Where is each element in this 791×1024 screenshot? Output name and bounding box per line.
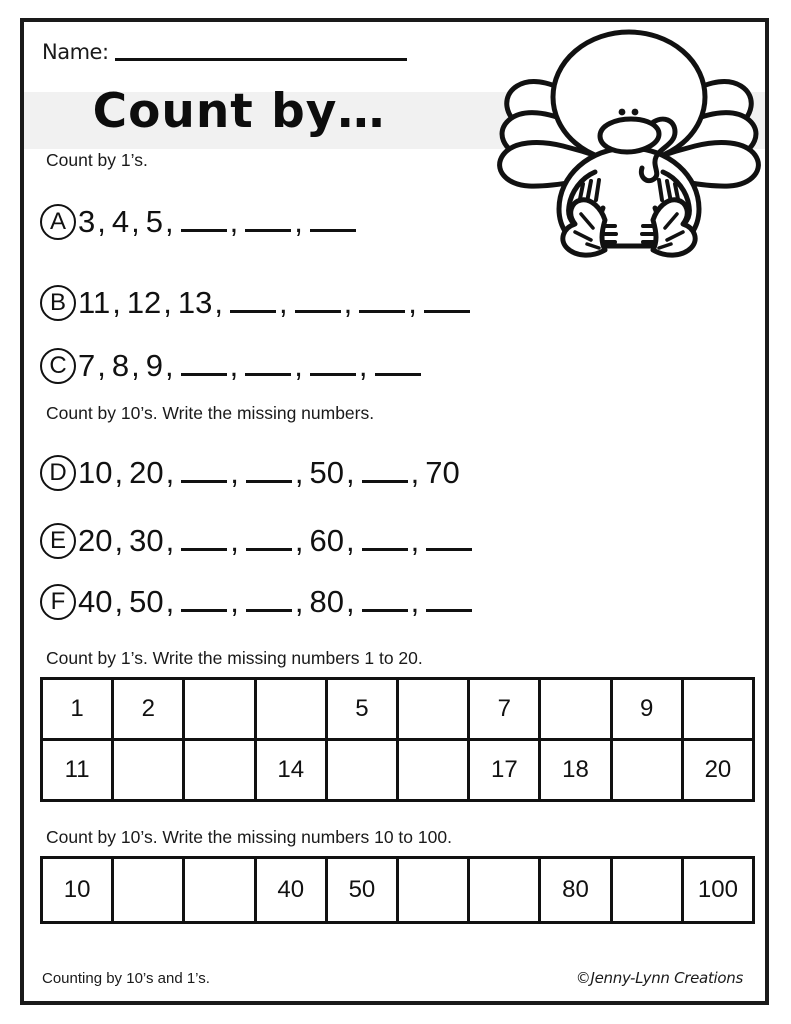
grid-cell[interactable]: [111, 859, 182, 921]
answer-blank[interactable]: [310, 353, 356, 376]
answer-blank[interactable]: [181, 460, 227, 483]
grid-cell[interactable]: [182, 859, 253, 921]
grid-cell[interactable]: 9: [610, 680, 681, 738]
seq-comma: ,: [131, 348, 140, 383]
grid-cell[interactable]: [254, 680, 325, 738]
sequence-c[interactable]: [76, 348, 424, 384]
seq-comma: ,: [294, 584, 304, 619]
sequence-f[interactable]: [76, 584, 475, 620]
answer-blank[interactable]: [295, 290, 341, 313]
answer-blank[interactable]: [362, 589, 408, 612]
answer-blank[interactable]: [359, 290, 405, 313]
answer-blank[interactable]: [181, 209, 227, 232]
grid-cell[interactable]: [182, 741, 253, 799]
seq-comma: ,: [410, 523, 420, 558]
sequence-d[interactable]: [76, 455, 462, 491]
seq-comma: ,: [165, 584, 175, 619]
footer-credit: ©Jenny-Lynn Creations: [575, 969, 743, 987]
seq-comma: ,: [131, 204, 140, 239]
seq-comma: ,: [410, 584, 420, 619]
seq-comma: ,: [165, 523, 175, 558]
seq-number: 8: [111, 348, 130, 383]
seq-comma: ,: [358, 348, 368, 383]
seq-comma: ,: [97, 348, 106, 383]
answer-blank[interactable]: [426, 528, 472, 551]
table-row: [43, 738, 752, 799]
seq-number: 7: [78, 348, 96, 383]
seq-number: 4: [111, 204, 130, 239]
grid-cell[interactable]: [467, 859, 538, 921]
page-title: Count by…: [92, 84, 386, 139]
problem-letter-f: F: [40, 584, 76, 620]
grid-cell[interactable]: [396, 680, 467, 738]
seq-comma: ,: [410, 455, 420, 490]
seq-number: 40: [78, 584, 113, 619]
grid-cell[interactable]: [325, 741, 396, 799]
seq-number: 70: [425, 455, 460, 490]
seq-number: 30: [129, 523, 164, 558]
seq-number: 10: [78, 455, 113, 490]
instruction-tens: Count by 10’s. Write the missing numbers.: [46, 403, 375, 423]
grid-cell[interactable]: 1: [70, 695, 84, 722]
sequence-e[interactable]: [76, 523, 475, 559]
seq-comma: ,: [114, 455, 124, 490]
grid-cell[interactable]: 5: [325, 680, 396, 738]
seq-number: 11: [78, 285, 111, 320]
instruction-ones: Count by 1’s.: [46, 150, 148, 170]
seq-number: 20: [129, 455, 164, 490]
grid-cell[interactable]: 80: [538, 859, 609, 921]
seq-comma: ,: [229, 204, 239, 239]
seq-comma: ,: [114, 523, 124, 558]
seq-number: 80: [309, 584, 344, 619]
seq-comma: ,: [165, 204, 174, 239]
seq-number: 60: [309, 523, 344, 558]
problem-row-f: [40, 584, 475, 620]
seq-comma: ,: [345, 584, 355, 619]
problem-row-d: [40, 455, 462, 491]
seq-number: 9: [145, 348, 163, 383]
sequence-b[interactable]: [76, 285, 473, 321]
table-row: [43, 859, 752, 921]
seq-comma: ,: [229, 348, 239, 383]
name-row: [42, 42, 407, 63]
answer-blank[interactable]: [181, 353, 227, 376]
seq-comma: ,: [294, 204, 303, 239]
answer-blank[interactable]: [246, 589, 292, 612]
answer-blank[interactable]: [424, 290, 470, 313]
seq-number: 13: [177, 285, 213, 320]
answer-blank[interactable]: [246, 528, 292, 551]
grid-cell[interactable]: 14: [254, 741, 325, 799]
seq-number: 50: [309, 455, 344, 490]
name-label: Name:: [42, 40, 109, 64]
seq-comma: ,: [230, 584, 239, 619]
seq-number: 20: [78, 523, 113, 558]
grid-cell[interactable]: 40: [254, 859, 325, 921]
seq-comma: ,: [165, 348, 174, 383]
seq-comma: ,: [165, 455, 175, 490]
grid-cell[interactable]: [681, 680, 752, 738]
grid-cell[interactable]: [182, 680, 253, 738]
seq-comma: ,: [112, 285, 121, 320]
seq-comma: ,: [230, 523, 239, 558]
answer-blank[interactable]: [375, 353, 421, 376]
seq-comma: ,: [230, 455, 239, 490]
grid-cell[interactable]: 10: [63, 876, 91, 903]
number-grid-ones: [40, 677, 755, 802]
problem-letter-e: E: [40, 523, 76, 559]
footer-caption: Counting by 10’s and 1’s.: [42, 970, 210, 987]
grid-cell[interactable]: 11: [64, 756, 90, 783]
grid-cell[interactable]: 2: [111, 680, 182, 738]
answer-blank[interactable]: [181, 528, 227, 551]
problem-row-c: [40, 348, 424, 384]
grid-cell[interactable]: 50: [325, 859, 396, 921]
seq-comma: ,: [294, 348, 303, 383]
grid-cell[interactable]: 100: [681, 859, 752, 921]
grid-cell[interactable]: 7: [467, 680, 538, 738]
grid-cell[interactable]: [610, 859, 681, 921]
seq-comma: ,: [163, 285, 172, 320]
instruction-grid-ones: Count by 1’s. Write the missing numbers 1 to 20.: [46, 648, 423, 668]
answer-blank[interactable]: [246, 460, 292, 483]
problem-row-b: [40, 285, 473, 321]
instruction-grid-tens: Count by 10’s. Write the missing numbers 10 to 100.: [46, 827, 452, 847]
name-write-line[interactable]: [115, 58, 407, 61]
seq-number: 50: [129, 584, 164, 619]
grid-cell[interactable]: [111, 741, 182, 799]
seq-number: 12: [126, 285, 162, 320]
seq-comma: ,: [343, 285, 353, 320]
answer-blank[interactable]: [426, 589, 472, 612]
sequence-a[interactable]: [76, 204, 359, 240]
grid-cell[interactable]: 18: [538, 741, 609, 799]
answer-blank[interactable]: [230, 290, 276, 313]
seq-number: 3: [78, 204, 96, 239]
problem-row-e: [40, 523, 475, 559]
problem-letter-d: D: [40, 455, 76, 491]
problem-letter-c: C: [40, 348, 76, 384]
problem-row-a: [40, 204, 359, 240]
seq-comma: ,: [345, 523, 355, 558]
grid-cell[interactable]: 20: [681, 741, 752, 799]
seq-number: 5: [145, 204, 163, 239]
answer-blank[interactable]: [362, 528, 408, 551]
seq-comma: ,: [214, 285, 224, 320]
seq-comma: ,: [294, 455, 304, 490]
grid-cell[interactable]: [610, 741, 681, 799]
table-row: [43, 680, 752, 738]
problem-letter-a: A: [40, 204, 76, 240]
seq-comma: ,: [114, 584, 124, 619]
number-grid-tens: [40, 856, 755, 924]
worksheet-page: [20, 18, 769, 1005]
grid-cell[interactable]: [396, 741, 467, 799]
grid-cell[interactable]: 17: [467, 741, 538, 799]
seq-comma: ,: [345, 455, 355, 490]
answer-blank[interactable]: [181, 589, 227, 612]
answer-blank[interactable]: [245, 209, 291, 232]
answer-blank[interactable]: [310, 209, 356, 232]
seq-comma: ,: [408, 285, 417, 320]
seq-comma: ,: [294, 523, 304, 558]
seq-comma: ,: [279, 285, 288, 320]
problem-letter-b: B: [40, 285, 76, 321]
grid-cell[interactable]: [396, 859, 467, 921]
answer-blank[interactable]: [362, 460, 408, 483]
answer-blank[interactable]: [245, 353, 291, 376]
grid-cell[interactable]: [538, 680, 609, 738]
seq-comma: ,: [97, 204, 106, 239]
